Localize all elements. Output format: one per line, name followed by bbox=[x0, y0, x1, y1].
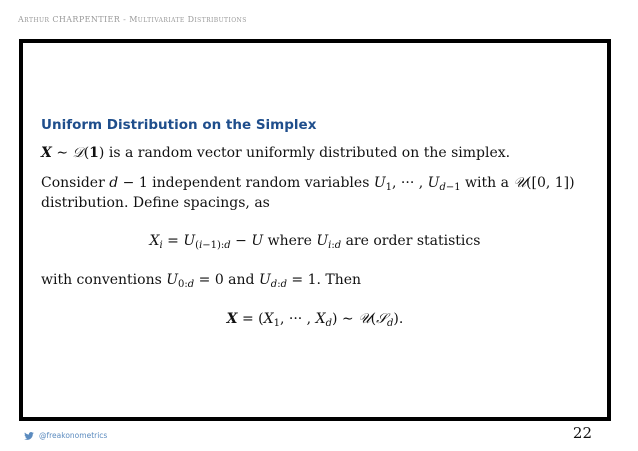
twitter-bird-icon bbox=[24, 432, 34, 440]
page-number: 22 bbox=[572, 424, 592, 442]
line-1-text: is a random vector uniformly distributed on the simplex. bbox=[104, 145, 511, 161]
equation-2: $X = (X_1$, ··· , $X_d$) ∼ 𝒰(𝒮$_d$). bbox=[226, 311, 404, 329]
footer-twitter[interactable] bbox=[24, 431, 107, 440]
equation-1: $X_i = U_{(i-1):d} - U$ where $U_{i:d}$ are order statistics bbox=[149, 233, 481, 251]
math-X: X bbox=[41, 145, 52, 161]
twitter-handle: @freakonometrics bbox=[39, 431, 108, 440]
math-D: 𝒟 bbox=[72, 145, 84, 161]
slide-title: Uniform Distribution on the Simplex bbox=[41, 117, 317, 133]
line-2: Consider d − 1 independent random variables $U_1$, ··· , $U_{d-1}$ with a 𝒰([0, 1]) bbox=[41, 175, 575, 193]
line-3: distribution. Define spacings, as bbox=[41, 195, 270, 211]
slide-frame bbox=[19, 39, 611, 421]
slide-header: Arthur CHARPENTIER - Multivariate Distributions bbox=[18, 15, 247, 24]
line-5: with conventions $U_{0:d} = 0$ and $U_{d:d} = 1$. Then bbox=[41, 272, 362, 290]
line-1: X ∼ 𝒟(1) is a random vector uniformly distributed on the simplex. bbox=[41, 145, 511, 161]
